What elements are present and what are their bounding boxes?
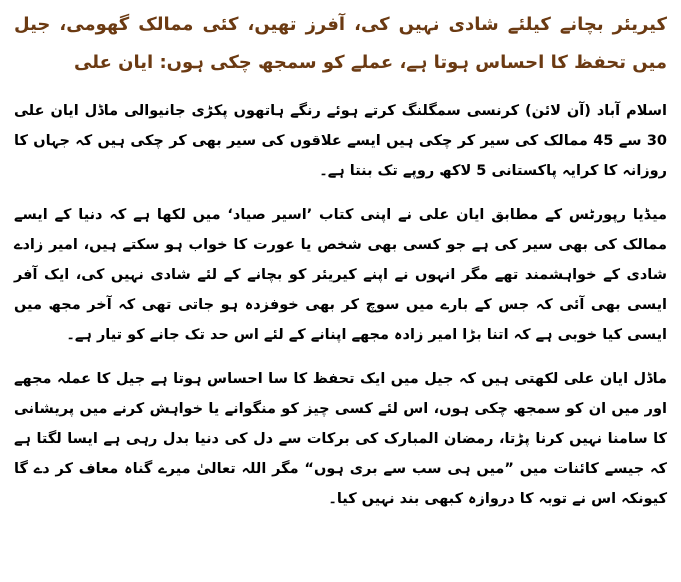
article-paragraph-3: ماڈل ایان علی لکھتی ہیں کہ جیل میں ایک تحفظ کا سا احساس ہوتا ہے جیل کا عملہ مجھے اور میں ان کو سمجھ چکی ہوں، اس لئے کسی چیز کو منگوانے یا خواہش کرنے میں پریشانی کا سامنا نہیں کرنا پڑتا، رمضان المبارک کی برکات سے دل کی دنیا بدل رہی ہے ایسا لگتا ہے کہ جیسے کائنات میں ”میں ہی سب سے بری ہوں“ مگر اللہ تعالیٰ میرے گناہ معاف کر دے گا کیونکہ اس نے توبہ کا دروازہ کبھی بند نہیں کیا۔ (14, 371, 667, 507)
article-paragraph-1: اسلام آباد (آن لائن) کرنسی سمگلنگ کرتے ہوئے رنگے ہاتھوں پکڑی جانیوالی ماڈل ایان علی 30 سے 45 ممالک کی سیر کر چکی ہیں ایسے علاقوں کی سیر بھی کر چکی ہیں کہ جہاں کا روزانہ کا کرایہ پاکستانی 5 لاکھ روپے تک بنتا ہے۔ (14, 103, 667, 179)
article-paragraph-2: میڈیا رپورٹس کے مطابق ایان علی نے اپنی کتاب ’اسیر صیاد‘ میں لکھا ہے کہ دنیا کے ایسے ممالک کی بھی سیر کی ہے جو کسی بھی شخص یا عورت کا خواب ہو سکتے ہیں، امیر زادے شادی کے خواہشمند تھے مگر انہوں نے اپنے کیریئر کو بچانے کے لئے شادی نہیں کی، ایک آفر ایسی بھی آئی کہ جس کے بارے میں سوچ کر بھی خوفزدہ ہو جاتی تھی کہ آخر مجھ میں ایسی کیا خوبی ہے کہ اتنا بڑا امیر زادہ مجھے اپنانے کے لئے اس حد تک جانے کو تیار ہے۔ (14, 207, 667, 343)
article-headline: کیریئر بچانے کیلئے شادی نہیں کی، آفرز تھیں، کئی ممالک گھومی، جیل میں تحفظ کا احساس ہوتا ہے، عملے کو سمجھ چکی ہوں: ایان علی (14, 14, 667, 73)
